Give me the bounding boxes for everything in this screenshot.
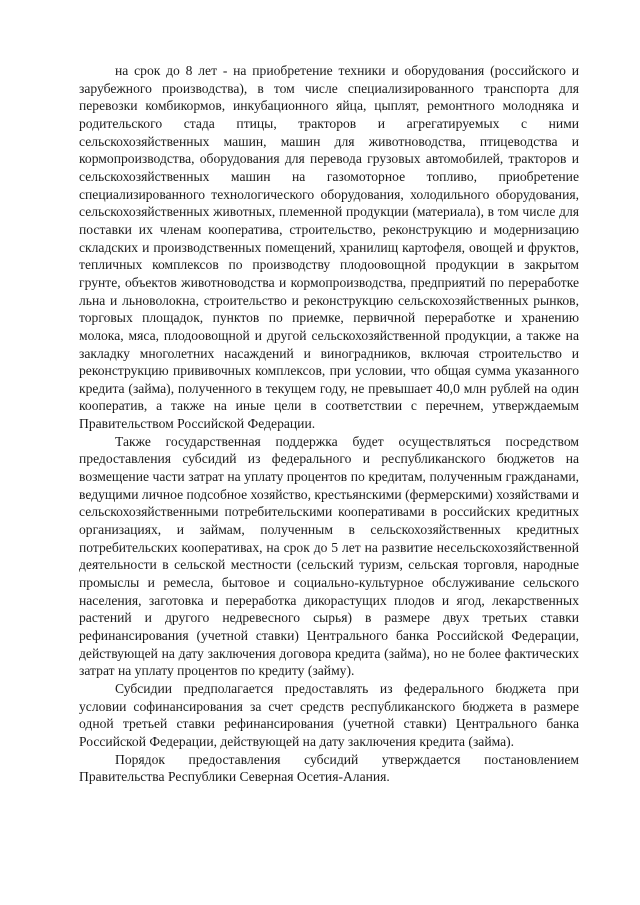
paragraph-subsidy-cofinancing: Субсидии предполагается предоставлять из федерального бюджета при условии софинансирования за счет средств республиканского бюджета в размере одной третьей ставки рефинансирования (учетной ставки) Центрального банка Российской Федерации, действующей на дату заключения кредита (займа). bbox=[79, 680, 579, 749]
paragraph-state-support: Также государственная поддержка будет осуществляться посредством предоставления субсидий из федерального и республиканского бюджетов на возмещение части затрат на уплату процентов по кредитам, полученным гражданами, ведущими личное подсобное хозяйство, крестьянскими (фермерскими) хозяйствами и сельскохозяйственными потребительскими кооперативами в российских кредитных организациях, и займам, полученным в сельскохозяйственных кредитных потребительских кооперативах, на срок до 5 лет на развитие несельскохозяйственной деятельности в сельской местности (сельский туризм, сельская торговля, народные промыслы и ремесла, бытовое и социально-культурное обслуживание сельского населения, заготовка и переработка дикорастущих плодов и ягод, лекарственных растений и другого недревесного сырья) в размере двух третьих ставки рефинансирования (учетной ставки) Центрального банка Российской Федерации, действующей на дату заключения договора кредита (займа), но не более фактических затрат на уплату процентов по кредиту (займу). bbox=[79, 433, 579, 679]
document-page bbox=[79, 62, 579, 786]
paragraph-loan-purposes: на срок до 8 лет - на приобретение техники и оборудования (российского и зарубежного производства), в том числе специализированного транспорта для перевозки комбикормов, инкубационного яйца, цыплят, ремонтного молодняка и родительского стада птицы, тракторов и агрегатируемых с ними сельскохозяйственных машин, машин для животноводства, птицеводства и кормопроизводства, оборудования для перевода грузовых автомобилей, тракторов и сельскохозяйственных машин на газомоторное топливо, приобретение специализированного технологического оборудования, холодильного оборудования, сельскохозяйственных животных, племенной продукции (материала), в том числе для поставки их членам кооператива, строительство, реконструкцию и модернизацию складских и производственных помещений, хранилищ картофеля, овощей и фруктов, тепличных комплексов по производству плодоовощной продукции в закрытом грунте, объектов животноводства и кормопроизводства, предприятий по переработке льна и льноволокна, строительство и реконструкцию сельскохозяйственных рынков, торговых площадок, пунктов по приемке, первичной переработке и хранению молока, мяса, плодоовощной и другой сельскохозяйственной продукции, а также на закладку многолетних насаждений и виноградников, включая строительство и реконструкцию прививочных комплексов, при условии, что общая сумма указанного кредита (займа), полученного в текущем году, не превышает 40,0 млн рублей на один кооператив, а также на иные цели в соответствии с перечнем, утверждаемым Правительством Российской Федерации. bbox=[79, 63, 579, 432]
paragraph-procedure: Порядок предоставления субсидий утверждается постановлением Правительства Республики Северная Осетия-Алания. bbox=[79, 751, 579, 785]
